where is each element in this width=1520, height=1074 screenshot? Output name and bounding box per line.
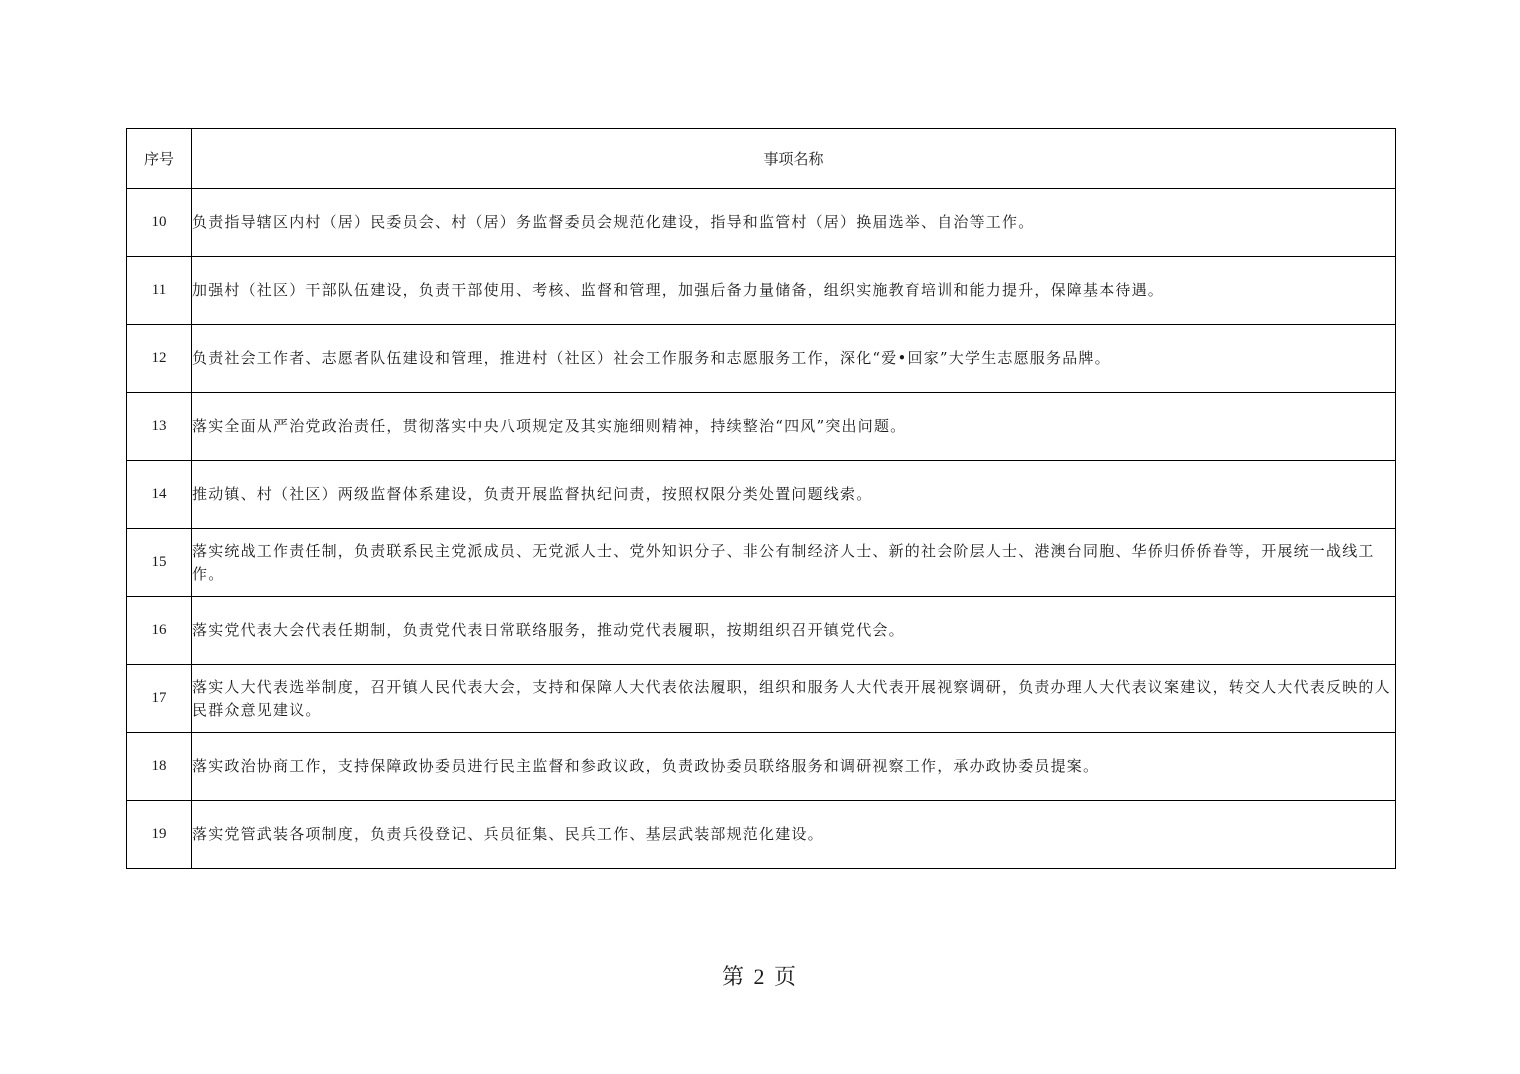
row-num: 14 <box>127 461 192 529</box>
table-header-row <box>127 129 1396 189</box>
row-name: 落实人大代表选举制度，召开镇人民代表大会，支持和保障人大代表依法履职，组织和服务人大代表开展视察调研，负责办理人大代表议案建议，转交人大代表反映的人民群众意见建议。 <box>192 665 1396 733</box>
row-num: 19 <box>127 801 192 869</box>
row-name: 落实党代表大会代表任期制，负责党代表日常联络服务，推动党代表履职，按期组织召开镇党代会。 <box>192 597 1396 665</box>
row-num: 18 <box>127 733 192 801</box>
items-table <box>126 128 1396 869</box>
row-num: 17 <box>127 665 192 733</box>
row-num: 11 <box>127 257 192 325</box>
row-num: 13 <box>127 393 192 461</box>
row-name: 负责指导辖区内村（居）民委员会、村（居）务监督委员会规范化建设，指导和监管村（居）换届选举、自治等工作。 <box>192 189 1396 257</box>
row-name: 落实统战工作责任制，负责联系民主党派成员、无党派人士、党外知识分子、非公有制经济人士、新的社会阶层人士、港澳台同胞、华侨归侨侨眷等，开展统一战线工作。 <box>192 529 1396 597</box>
page-number: 第 2 页 <box>721 964 798 989</box>
table-row <box>127 257 1396 325</box>
table-row <box>127 665 1396 733</box>
row-name: 落实全面从严治党政治责任，贯彻落实中央八项规定及其实施细则精神，持续整治“四风”突出问题。 <box>192 393 1396 461</box>
table-row <box>127 189 1396 257</box>
table-row <box>127 801 1396 869</box>
row-name: 加强村（社区）干部队伍建设，负责干部使用、考核、监督和管理，加强后备力量储备，组织实施教育培训和能力提升，保障基本待遇。 <box>192 257 1396 325</box>
table-row <box>127 325 1396 393</box>
table-row <box>127 529 1396 597</box>
table-row <box>127 597 1396 665</box>
row-name: 落实政治协商工作，支持保障政协委员进行民主监督和参政议政，负责政协委员联络服务和调研视察工作，承办政协委员提案。 <box>192 733 1396 801</box>
row-num: 15 <box>127 529 192 597</box>
header-num: 序号 <box>127 129 192 189</box>
row-num: 12 <box>127 325 192 393</box>
row-name: 推动镇、村（社区）两级监督体系建设，负责开展监督执纪问责，按照权限分类处置问题线索。 <box>192 461 1396 529</box>
row-num: 10 <box>127 189 192 257</box>
row-name: 落实党管武装各项制度，负责兵役登记、兵员征集、民兵工作、基层武装部规范化建设。 <box>192 801 1396 869</box>
header-name: 事项名称 <box>192 129 1396 189</box>
table-row <box>127 461 1396 529</box>
row-num: 16 <box>127 597 192 665</box>
table-row <box>127 733 1396 801</box>
table-row <box>127 393 1396 461</box>
row-name: 负责社会工作者、志愿者队伍建设和管理，推进村（社区）社会工作服务和志愿服务工作，深化“爱•回家”大学生志愿服务品牌。 <box>192 325 1396 393</box>
